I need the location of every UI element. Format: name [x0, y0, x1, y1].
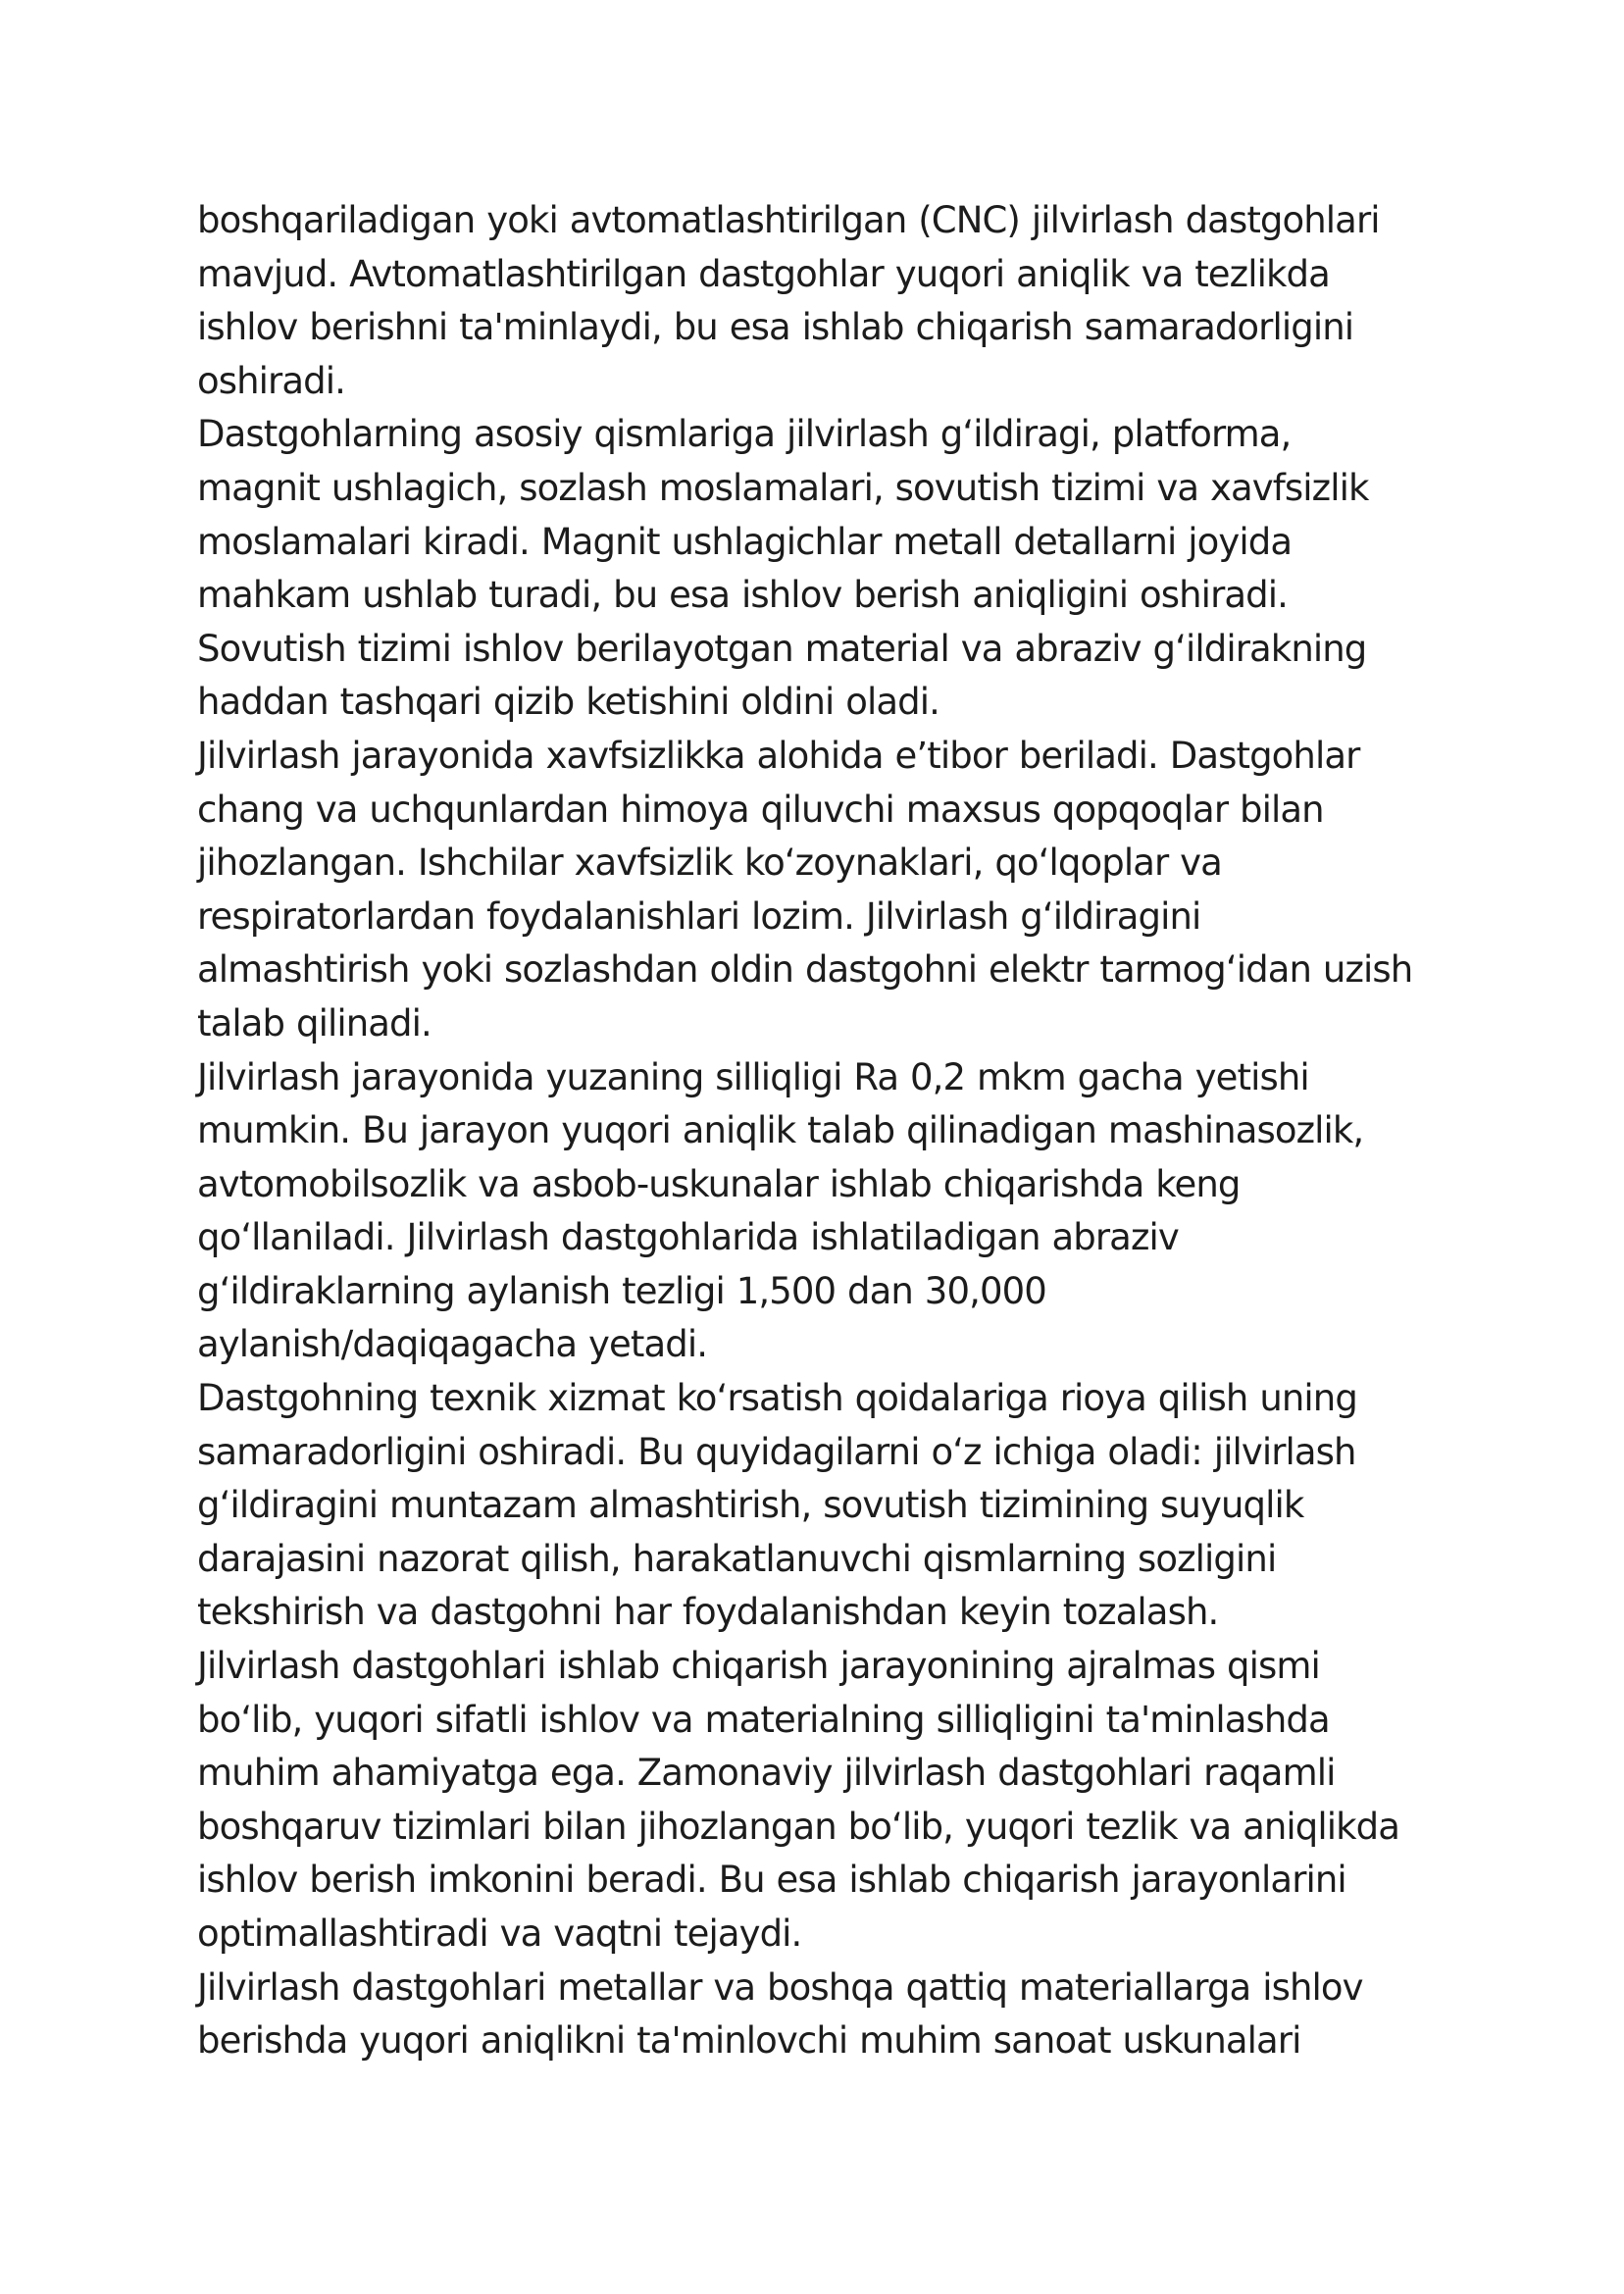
text-line: bo‘lib, yuqori sifatli ishlov va materialning silliqligini ta'minlashda	[197, 1698, 1330, 1741]
text-line: almashtirish yoki sozlashdan oldin dastgohni elektr tarmog‘idan uzish	[197, 948, 1413, 992]
text-line: oshiradi.	[197, 359, 345, 402]
text-line: haddan tashqari qizib ketishini oldini oladi.	[197, 681, 939, 724]
text-line: berishda yuqori aniqlikni ta'minlovchi muhim sanoat uskunalari	[197, 2019, 1301, 2063]
text-line: respiratorlardan foydalanishlari lozim. Jilvirlash g‘ildiragini	[197, 894, 1201, 938]
text-line: jihozlangan. Ishchilar xavfsizlik ko‘zoynaklari, qo‘lqoplar va	[197, 841, 1222, 885]
text-line: tekshirish va dastgohni har foydalanishdan keyin tozalash.	[197, 1591, 1219, 1634]
text-line: chang va uchqunlardan himoya qiluvchi maxsus qopqoqlar bilan	[197, 788, 1324, 831]
text-line: optimallashtiradi va vaqtni tejaydi.	[197, 1912, 802, 1955]
text-line: magnit ushlagich, sozlash moslamalari, sovutish tizimi va xavfsizlik	[197, 466, 1369, 509]
text-line: Jilvirlash jarayonida xavfsizlikka alohida e’tibor beriladi. Dastgohlar	[197, 734, 1360, 777]
text-line: g‘ildiragini muntazam almashtirish, sovutish tizimining suyuqlik	[197, 1484, 1304, 1527]
text-line: ishlov berish imkonini beradi. Bu esa ishlab chiqarish jarayonlarini	[197, 1859, 1346, 1902]
text-line: qo‘llaniladi. Jilvirlash dastgohlarida ishlatiladigan abraziv	[197, 1216, 1179, 1259]
text-line: samaradorligini oshiradi. Bu quyidagilarni o‘z ichiga oladi: jilvirlash	[197, 1430, 1356, 1473]
text-line: ishlov berishni ta'minlaydi, bu esa ishlab chiqarish samaradorligini	[197, 306, 1354, 349]
text-line: darajasini nazorat qilish, harakatlanuvchi qismlarning sozligini	[197, 1537, 1277, 1580]
text-line: mavjud. Avtomatlashtirilgan dastgohlar yuqori aniqlik va tezlikda	[197, 252, 1330, 295]
text-line: Dastgohlarning asosiy qismlariga jilvirlash g‘ildiragi, platforma,	[197, 413, 1292, 456]
text-line: Jilvirlash dastgohlari metallar va boshqa qattiq materiallarga ishlov	[197, 1965, 1363, 2009]
text-line: muhim ahamiyatga ega. Zamonaviy jilvirlash dastgohlari raqamli	[197, 1752, 1336, 1795]
text-line: Jilvirlash jarayonida yuzaning silliqligi Ra 0,2 mkm gacha yetishi	[197, 1055, 1309, 1098]
text-line: talab qilinadi.	[197, 1001, 431, 1045]
text-line: boshqariladigan yoki avtomatlashtirilgan (CNC) jilvirlash dastgohlari	[197, 199, 1380, 241]
text-line: moslamalari kiradi. Magnit ushlagichlar metall detallarni joyida	[197, 520, 1293, 563]
text-line: aylanish/daqiqagacha yetadi.	[197, 1323, 708, 1366]
text-line: boshqaruv tizimlari bilan jihozlangan bo‘lib, yuqori tezlik va aniqlikda	[197, 1805, 1400, 1848]
text-line: mumkin. Bu jarayon yuqori aniqlik talab qilinadigan mashinasozlik,	[197, 1109, 1364, 1152]
text-line: mahkam ushlab turadi, bu esa ishlov berish aniqligini oshiradi.	[197, 574, 1288, 617]
body-text	[197, 194, 1472, 2068]
text-line: g‘ildiraklarning aylanish tezligi 1,500 dan 30,000	[197, 1269, 1046, 1312]
text-line: Sovutish tizimi ishlov berilayotgan material va abraziv g‘ildirakning	[197, 627, 1367, 670]
text-line: avtomobilsozlik va asbob-uskunalar ishlab chiqarishda keng	[197, 1162, 1241, 1205]
text-line: Dastgohning texnik xizmat ko‘rsatish qoidalariga rioya qilish uning	[197, 1377, 1357, 1420]
text-line: Jilvirlash dastgohlari ishlab chiqarish jarayonining ajralmas qismi	[197, 1645, 1320, 1688]
